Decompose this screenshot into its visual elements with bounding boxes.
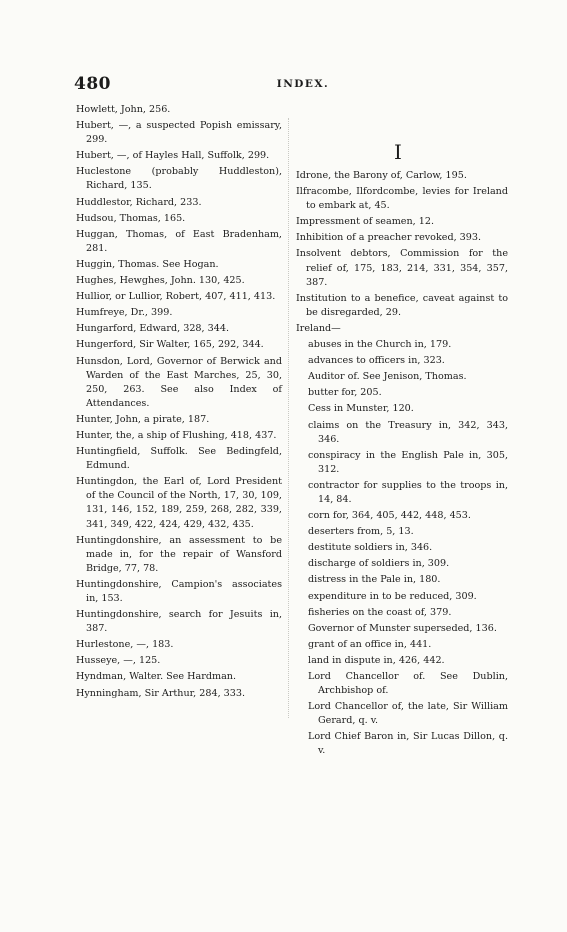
ireland-subentry: Lord Chancellor of. See Dublin, Archbishop of. [308, 671, 508, 697]
ireland-subentry: Auditor of. See Jenison, Thomas. [308, 371, 467, 383]
index-entry: Institution to a benefice, caveat against to be disregarded, 29. [296, 292, 508, 318]
index-entry: Hudsou, Thomas, 165. [76, 212, 186, 224]
index-entry: Hyndman, Walter. See Hardman. [76, 671, 237, 683]
left-column [76, 103, 282, 703]
ireland-subentry: discharge of soldiers in, 309. [308, 558, 450, 570]
section-letter: I [394, 140, 402, 164]
ireland-subentry: advances to officers in, 323. [308, 355, 445, 367]
index-entry: Hurlestone, —, 183. [76, 639, 174, 651]
index-entry: Insolvent debtors, Commission for the relief of, 175, 183, 214, 331, 354, 357, 387. [296, 248, 508, 288]
ireland-subentry: Lord Chief Baron in, Sir Lucas Dillon, q. v. [308, 731, 508, 757]
index-entry: Huddlestor, Richard, 233. [76, 196, 202, 208]
ireland-subentry: expenditure in to be reduced, 309. [308, 590, 477, 602]
index-entry: Hunsdon, Lord, Governor of Berwick and Warden of the East Marches, 25, 30, 250, 263. See also Index of Attendances. [76, 355, 282, 409]
index-entry: Hunter, John, a pirate, 187. [76, 413, 210, 425]
ireland-subentry: corn for, 364, 405, 442, 448, 453. [308, 510, 471, 522]
ireland-subentry: abuses in the Church in, 179. [308, 339, 452, 351]
ireland-heading: Ireland— [296, 322, 341, 334]
ireland-subentry: fisheries on the coast of, 379. [308, 606, 452, 618]
index-entry: Inhibition of a preacher revoked, 393. [296, 232, 482, 244]
ireland-subentry: destitute soldiers in, 346. [308, 542, 433, 554]
index-entry: Huntingdonshire, an assessment to be made in, for the repair of Wansford Bridge, 77, 78. [76, 534, 282, 574]
ireland-subentry: conspiracy in the English Pale in, 305, 312. [308, 449, 508, 475]
index-entry: Huggan, Thomas, of East Bradenham, 281. [76, 228, 282, 254]
ireland-subentry: contractor for supplies to the troops in, 14, 84. [308, 479, 508, 505]
index-entry: Humfreye, Dr., 399. [76, 307, 173, 319]
index-entry: Hubert, —, of Hayles Hall, Suffolk, 299. [76, 150, 270, 162]
page-header [74, 74, 532, 96]
index-entry: Hullior, or Lullior, Robert, 407, 411, 413. [76, 291, 276, 303]
index-entry: Howlett, John, 256. [76, 104, 171, 115]
ireland-subentry: claims on the Treasury in, 342, 343, 346. [308, 419, 508, 445]
index-entry: Idrone, the Barony of, Carlow, 195. [296, 170, 467, 181]
index-entry: Hubert, —, a suspected Popish emissary, 299. [76, 120, 282, 146]
ireland-subentry: Governor of Munster superseded, 136. [308, 622, 497, 634]
ireland-subentry: Lord Chancellor of, the late, Sir William Gerard, q. v. [308, 701, 508, 727]
index-entry: Huclestone (probably Huddleston), Richard, 135. [76, 166, 282, 192]
page-number: 480 [74, 74, 111, 94]
index-entry: Ilfracombe, Ilfordcombe, levies for Ireland to embark at, 45. [296, 186, 508, 212]
ireland-subentry: butter for, 205. [308, 387, 382, 399]
ireland-subentry: land in dispute in, 426, 442. [308, 654, 445, 666]
index-entry: Hungarford, Edward, 328, 344. [76, 323, 229, 335]
index-entry: Hunter, the, a ship of Flushing, 418, 437. [76, 429, 277, 441]
index-entry: Huntingdonshire, search for Jesuits in, 387. [76, 609, 282, 635]
column-divider [288, 118, 289, 718]
index-entry: Hungerford, Sir Walter, 165, 292, 344. [76, 339, 264, 351]
ireland-subentry: distress in the Pale in, 180. [308, 574, 441, 586]
index-entry: Huggin, Thomas. See Hogan. [76, 258, 219, 270]
ireland-subentry: Cess in Munster, 120. [308, 403, 414, 415]
ireland-subentry: deserters from, 5, 13. [308, 526, 414, 538]
index-entry: Hynningham, Sir Arthur, 284, 333. [76, 687, 246, 699]
ireland-subentry: grant of an office in, 441. [308, 638, 432, 650]
index-entry: Hughes, Hewghes, John. 130, 425. [76, 275, 245, 287]
index-entry: Impressment of seamen, 12. [296, 216, 435, 228]
index-entry: Husseye, —, 125. [76, 655, 161, 667]
running-head: INDEX. [276, 78, 330, 90]
index-entry: Huntingdon, the Earl of, Lord President of the Council of the North, 17, 30, 109, 131, 146, 152, 189, 259, 268, 282, 339, 341, 349, 422, 424, 429, 432, 435. [76, 476, 282, 530]
index-entry: Huntingdonshire, Campion's associates in, 153. [76, 578, 282, 604]
index-entry: Huntingfield, Suffolk. See Bedingfeld, Edmund. [76, 446, 282, 472]
right-column [296, 169, 508, 761]
